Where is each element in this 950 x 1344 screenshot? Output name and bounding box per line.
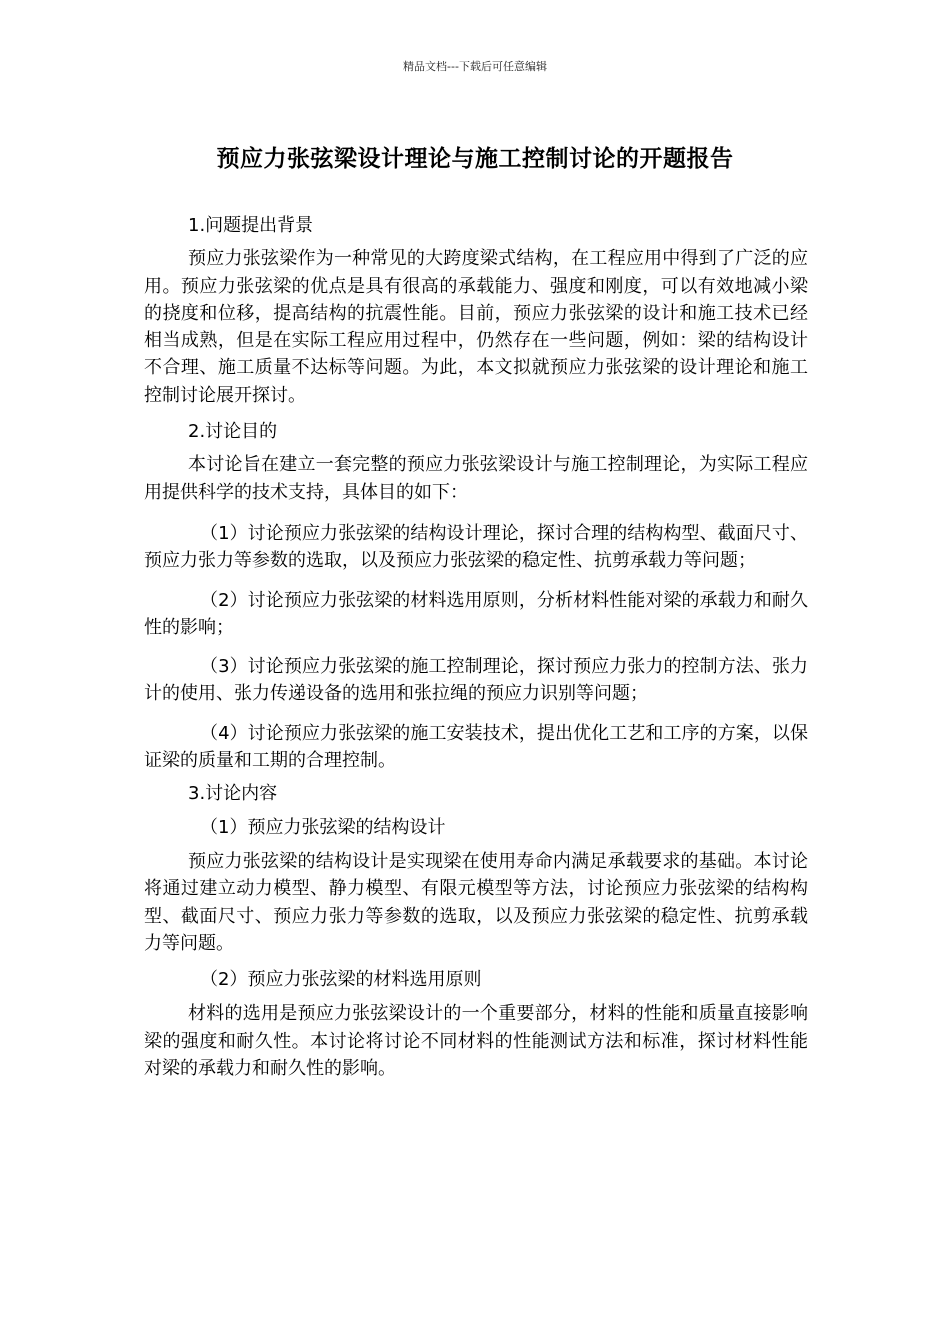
section-2-paragraph: 本讨论旨在建立一套完整的预应力张弦梁设计与施工控制理论，为实际工程应用提供科学的技术支持，具体目的如下：	[144, 454, 808, 503]
section-1-heading: 1.问题提出背景	[188, 215, 314, 236]
section-3-sub-1-paragraph: 预应力张弦梁的结构设计是实现梁在使用寿命内满足承载要求的基础。本讨论将通过建立动力模型、静力模型、有限元模型等方法，讨论预应力张弦梁的结构构型、截面尺寸、预应力张力等参数的选取，以及预应力张弦梁的稳定性、抗剪承载力等问题。	[144, 850, 808, 954]
section-2-item-3: （3）讨论预应力张弦梁的施工控制理论，探讨预应力张力的控制方法、张力计的使用、张力传递设备的选用和张拉绳的预应力识别等问题；	[144, 656, 808, 705]
section-3-sub-2-heading: （2）预应力张弦梁的材料选用原则	[200, 969, 482, 991]
section-3-sub-2-paragraph: 材料的选用是预应力张弦梁设计的一个重要部分，材料的性能和质量直接影响梁的强度和耐久性。本讨论将讨论不同材料的性能测试方法和标准，探讨材料性能对梁的承载力和耐久性的影响。	[144, 1003, 808, 1080]
section-2-heading: 2.讨论目的	[188, 421, 278, 443]
section-2-item-4: （4）讨论预应力张弦梁的施工安装技术，提出优化工艺和工序的方案，以保证梁的质量和工期的合理控制。	[144, 722, 808, 772]
page-header-note: 精品文档---下载后可任意编辑	[403, 60, 547, 73]
document-title: 预应力张弦梁设计理论与施工控制讨论的开题报告	[216, 146, 734, 172]
section-1-paragraph: 预应力张弦梁作为一种常见的大跨度梁式结构，在工程应用中得到了广泛的应用。预应力张弦梁的优点是具有很高的承载能力、强度和刚度，可以有效地减小梁的挠度和位移，提高结构的抗震性能。目前，预应力张弦梁的设计和施工技术已经相当成熟，但是在实际工程应用过程中，仍然存在一些问题，例如：梁的结构设计不合理、施工质量不达标等问题。为此，本文拟就预应力张弦梁的设计理论和施工控制讨论展开探讨。	[144, 248, 808, 406]
section-2-item-1: （1）讨论预应力张弦梁的结构设计理论，探讨合理的结构构型、截面尺寸、预应力张力等参数的选取，以及预应力张弦梁的稳定性、抗剪承载力等问题；	[144, 522, 808, 572]
section-3-sub-1-heading: （1）预应力张弦梁的结构设计	[200, 816, 446, 838]
section-3-heading: 3.讨论内容	[188, 783, 278, 805]
document-body	[144, 212, 808, 1091]
section-2-item-2: （2）讨论预应力张弦梁的材料选用原则，分析材料性能对梁的承载力和耐久性的影响；	[144, 589, 808, 638]
